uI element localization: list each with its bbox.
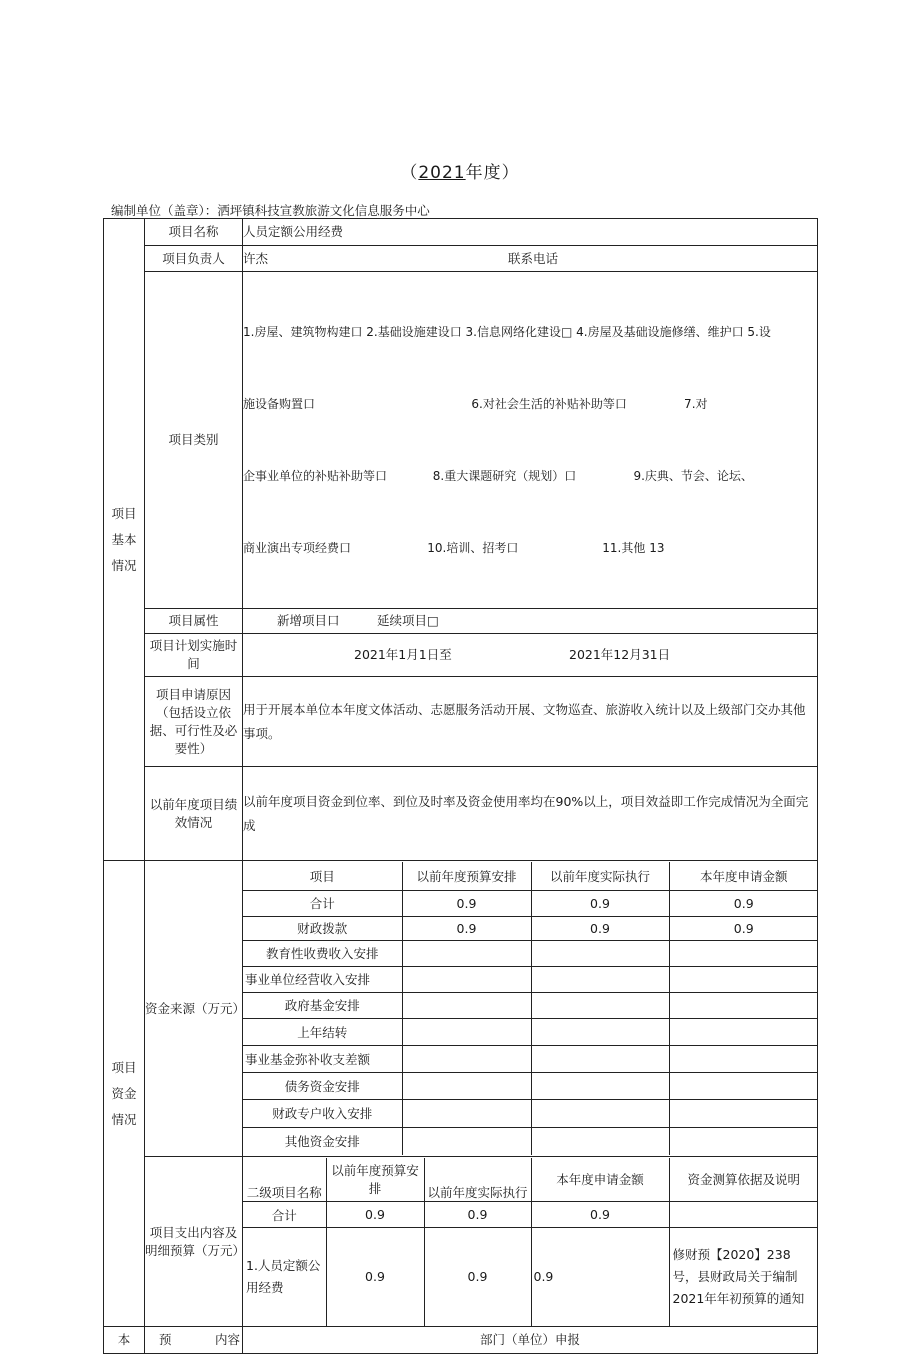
prior-label: 以前年度项目绩效情况	[145, 767, 243, 861]
owner-row	[243, 246, 818, 272]
source-cell-current	[669, 966, 818, 992]
source-table	[243, 862, 818, 1155]
source-cell-current	[669, 940, 818, 966]
period-label: 项目计划实施时间	[145, 634, 243, 677]
expense-item-row: 1.人员定额公用经费 0.9 0.9 0.9 修财预【2020】238号，县财政局关于编制2021年年初预算的通知	[243, 1228, 818, 1326]
period-end: 2021年12月31日	[569, 647, 671, 662]
source-cell-prev-budget: 0.9	[402, 916, 531, 940]
source-cell-prev-budget	[402, 992, 531, 1018]
source-header-current: 本年度申请金额	[669, 862, 818, 890]
attr-cont: 延续项目□	[377, 613, 439, 628]
source-cell-current	[669, 992, 818, 1018]
source-cell-current: 0.9	[669, 916, 818, 940]
org-name: 洒坪镇科技宣教旅游文化信息服务中心	[217, 203, 430, 218]
owner-value: 许杰	[243, 250, 269, 266]
source-header-row	[243, 862, 818, 890]
source-cell-current	[669, 1045, 818, 1072]
category-options: 1.房屋、建筑物构建口 2.基础设施建设口 3.信息网络化建设□ 4.房屋及基础设施修缮、维护口 5.设 施设备购置口 6.对社会生活的补贴补助等口 7.对 企事业单位的补贴补助等口 8.重大课题研究（规划）口 9.庆典、节会、论坛、 商业演出专项经费口 10.培训、招考口 11.其他 13	[243, 272, 818, 609]
source-cell-prev-budget	[402, 1045, 531, 1072]
source-cell	[243, 861, 818, 1157]
footer-col1: 本	[104, 1327, 145, 1354]
reason-label: 项目申请原因（包括设立依据、可行性及必要性）	[145, 677, 243, 767]
source-row	[243, 1018, 818, 1045]
source-row	[243, 940, 818, 966]
expense-label: 项目支出内容及明细预算（万元）	[145, 1157, 243, 1327]
expense-header-prev-exec: 以前年度实际执行	[424, 1158, 531, 1202]
source-cell-prev-exec: 0.9	[531, 890, 669, 916]
source-cell-current: 0.9	[669, 890, 818, 916]
source-cell-prev-budget	[402, 966, 531, 992]
source-header-item: 项目	[309, 868, 335, 884]
source-cell-prev-budget: 0.9	[402, 890, 531, 916]
source-cell-item: 财政专户收入安排	[243, 1099, 402, 1127]
source-cell-prev-exec: 0.9	[531, 916, 669, 940]
source-cell-item: 上年结转	[243, 1018, 402, 1045]
source-cell-prev-budget	[402, 1018, 531, 1045]
prior-value: 以前年度项目资金到位率、到位及时率及资金使用率均在90%以上，项目效益即工作完成情况为全面完成	[243, 767, 818, 861]
source-cell-prev-budget	[402, 1072, 531, 1099]
funds-section-label: 项目 资金 情况	[104, 861, 145, 1327]
org-label: 编制单位（盖章）：	[111, 203, 218, 218]
source-cell-current	[669, 1127, 818, 1155]
year-title-suffix: 年度）	[465, 163, 520, 183]
owner-label: 项目负责人	[145, 246, 243, 272]
period-start: 2021年1月1日至	[354, 647, 452, 662]
expense-table	[243, 1158, 818, 1326]
expense-header-current: 本年度申请金额	[531, 1158, 669, 1202]
expense-cell	[243, 1157, 818, 1327]
year-title-year: 2021	[418, 163, 466, 183]
source-cell-current	[669, 1099, 818, 1127]
attr-options	[243, 609, 818, 634]
category-label: 项目类别	[145, 272, 243, 609]
source-cell-item: 事业基金弥补收支差额	[243, 1045, 402, 1072]
source-cell-prev-exec	[531, 1127, 669, 1155]
source-cell-prev-exec	[531, 1018, 669, 1045]
source-cell-prev-exec	[531, 992, 669, 1018]
source-cell-item: 其他资金安排	[243, 1127, 402, 1155]
year-title-prefix: （	[400, 163, 419, 183]
expense-header-note: 资金测算依据及说明	[669, 1158, 818, 1202]
source-cell-prev-exec	[531, 1045, 669, 1072]
source-row	[243, 966, 818, 992]
name-value: 人员定额公用经费	[243, 219, 818, 246]
source-cell-prev-budget	[402, 1099, 531, 1127]
source-cell-current	[669, 1072, 818, 1099]
expense-header-name: 二级项目名称	[246, 1185, 322, 1200]
source-label: 资金来源（万元）	[145, 861, 243, 1157]
source-cell-item: 财政拨款	[243, 916, 402, 940]
attr-new: 新增项目口	[277, 613, 340, 628]
source-cell-prev-exec	[531, 940, 669, 966]
source-cell-prev-budget	[402, 1127, 531, 1155]
source-cell-item: 合计	[243, 890, 402, 916]
source-row	[243, 992, 818, 1018]
source-cell-item: 教育性收费收入安排	[243, 940, 402, 966]
source-cell-item: 债务资金安排	[243, 1072, 402, 1099]
source-cell-prev-budget	[402, 940, 531, 966]
source-row	[243, 1099, 818, 1127]
year-title	[0, 158, 920, 183]
name-label: 项目名称	[145, 219, 243, 246]
project-form-table	[103, 218, 818, 1354]
source-row	[243, 1072, 818, 1099]
phone-label: 联系电话	[508, 250, 559, 266]
period-value	[243, 634, 818, 677]
source-cell-current	[669, 1018, 818, 1045]
reason-value: 用于开展本单位本年度文体活动、志愿服务活动开展、文物巡查、旅游收入统计以及上级部门交办其他事项。	[243, 677, 818, 767]
source-cell-prev-exec	[531, 1099, 669, 1127]
source-cell-prev-exec	[531, 1072, 669, 1099]
expense-total-row: 合计 0.9 0.9 0.9	[243, 1202, 818, 1228]
source-cell-item: 事业单位经营收入安排	[243, 966, 402, 992]
source-cell-item: 政府基金安排	[243, 992, 402, 1018]
footer-col2: 预 内容	[145, 1327, 243, 1354]
source-header-prev-budget: 以前年度预算安排	[402, 862, 531, 890]
footer-col4: 部门（单位）申报	[243, 1327, 818, 1354]
source-row	[243, 890, 818, 916]
expense-header-row	[243, 1158, 818, 1202]
source-row	[243, 1045, 818, 1072]
attr-label: 项目属性	[145, 609, 243, 634]
org-line	[111, 201, 430, 219]
basic-section-label: 项目 基本 情况	[104, 219, 145, 861]
source-row	[243, 916, 818, 940]
source-header-prev-exec: 以前年度实际执行	[531, 862, 669, 890]
source-row	[243, 1127, 818, 1155]
source-cell-prev-exec	[531, 966, 669, 992]
expense-header-prev-budget: 以前年度预算安排	[326, 1158, 424, 1202]
